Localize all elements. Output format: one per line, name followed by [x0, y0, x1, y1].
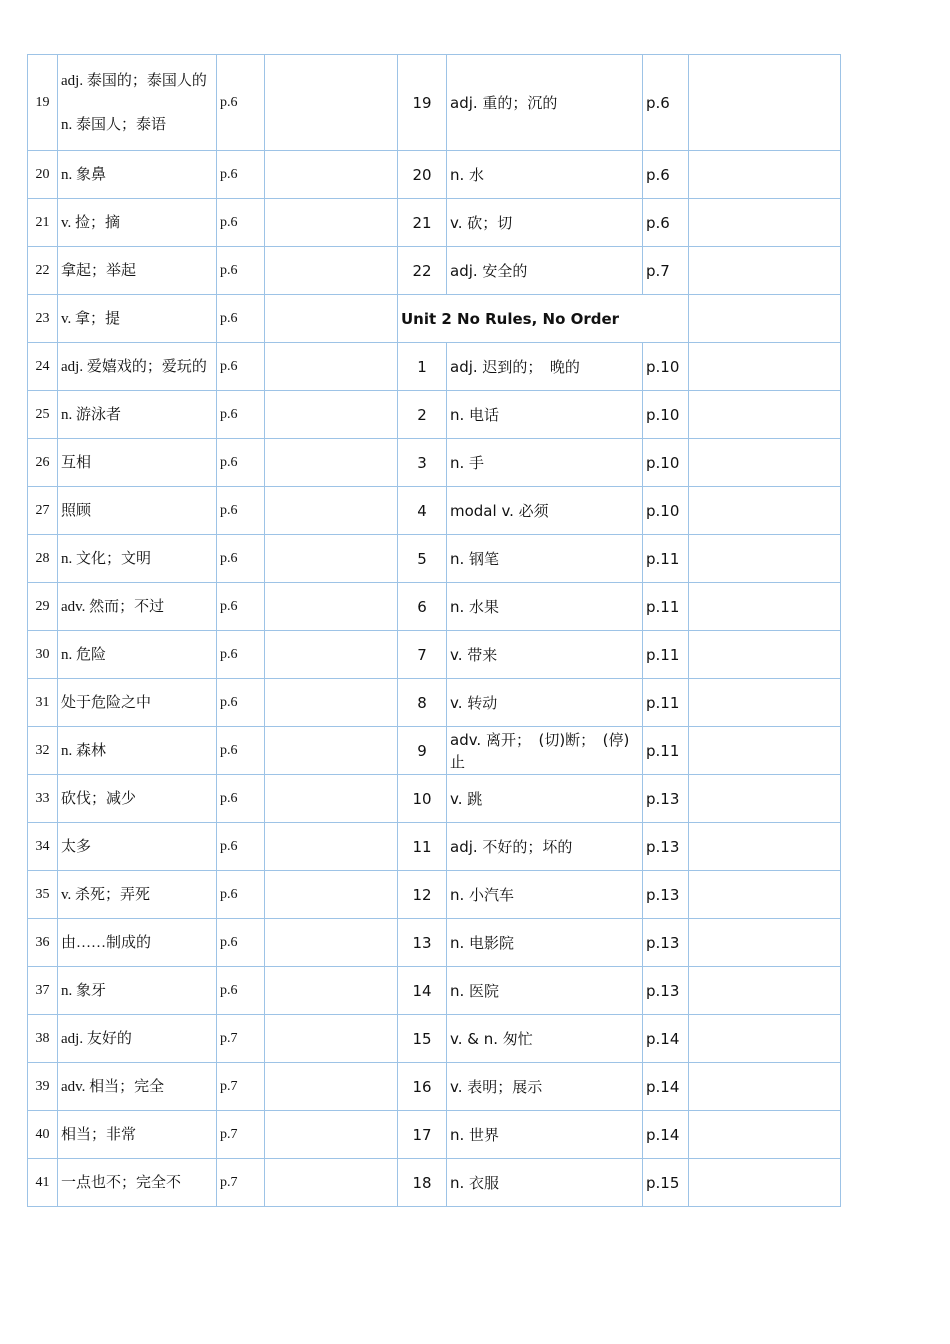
left-answer-blank [265, 343, 398, 391]
left-answer-blank [265, 679, 398, 727]
right-word-meaning: adj. 不好的；坏的 [447, 823, 643, 871]
left-page-ref: p.6 [217, 439, 265, 487]
right-answer-blank [689, 631, 841, 679]
right-word-number: 6 [398, 583, 447, 631]
table-row [28, 1159, 841, 1207]
left-answer-blank [265, 631, 398, 679]
table-row [28, 967, 841, 1015]
left-word-meaning: adj. 爱嬉戏的；爱玩的 [58, 343, 217, 391]
right-word-number: 15 [398, 1015, 447, 1063]
right-page-ref: p.13 [643, 919, 689, 967]
right-word-meaning: v. & n. 匆忙 [447, 1015, 643, 1063]
left-word-number: 25 [28, 391, 58, 439]
left-word-number: 21 [28, 199, 58, 247]
table-row [28, 727, 841, 775]
left-word-number: 22 [28, 247, 58, 295]
left-word-number: 37 [28, 967, 58, 1015]
left-word-meaning: 由……制成的 [58, 919, 217, 967]
table-row [28, 919, 841, 967]
right-word-number: 4 [398, 487, 447, 535]
table-row [28, 679, 841, 727]
right-page-ref: p.11 [643, 583, 689, 631]
left-word-number: 26 [28, 439, 58, 487]
left-answer-blank [265, 55, 398, 151]
right-page-ref: p.6 [643, 55, 689, 151]
left-word-number: 24 [28, 343, 58, 391]
left-answer-blank [265, 295, 398, 343]
left-word-meaning: adv. 相当；完全 [58, 1063, 217, 1111]
left-page-ref: p.6 [217, 583, 265, 631]
right-page-ref: p.6 [643, 151, 689, 199]
right-answer-blank [689, 391, 841, 439]
left-word-number: 36 [28, 919, 58, 967]
right-answer-blank [689, 1159, 841, 1207]
left-word-number: 30 [28, 631, 58, 679]
left-word-number: 28 [28, 535, 58, 583]
right-word-number: 1 [398, 343, 447, 391]
table-row [28, 343, 841, 391]
left-word-meaning: 互相 [58, 439, 217, 487]
table-row [28, 535, 841, 583]
left-word-number: 20 [28, 151, 58, 199]
vocabulary-table [27, 54, 841, 1207]
right-word-meaning: adj. 安全的 [447, 247, 643, 295]
left-page-ref: p.6 [217, 775, 265, 823]
right-word-number: 8 [398, 679, 447, 727]
right-word-meaning: n. 世界 [447, 1111, 643, 1159]
right-word-meaning: n. 水果 [447, 583, 643, 631]
table-row [28, 391, 841, 439]
right-word-number: 10 [398, 775, 447, 823]
right-word-number: 13 [398, 919, 447, 967]
left-page-ref: p.6 [217, 679, 265, 727]
left-word-number: 39 [28, 1063, 58, 1111]
left-answer-blank [265, 151, 398, 199]
right-answer-blank [689, 535, 841, 583]
left-word-meaning: n. 文化；文明 [58, 535, 217, 583]
left-page-ref: p.7 [217, 1063, 265, 1111]
table-row [28, 295, 841, 343]
left-page-ref: p.6 [217, 391, 265, 439]
right-word-number: 18 [398, 1159, 447, 1207]
right-word-meaning: adv. 离开； (切)断； (停)止 [447, 727, 643, 775]
left-answer-blank [265, 487, 398, 535]
right-word-number: 22 [398, 247, 447, 295]
left-word-meaning: 照顾 [58, 487, 217, 535]
right-page-ref: p.15 [643, 1159, 689, 1207]
right-answer-blank [689, 295, 841, 343]
table-row [28, 631, 841, 679]
left-word-number: 31 [28, 679, 58, 727]
table-row [28, 871, 841, 919]
right-page-ref: p.7 [643, 247, 689, 295]
table-row [28, 55, 841, 151]
left-page-ref: p.7 [217, 1159, 265, 1207]
right-page-ref: p.11 [643, 679, 689, 727]
table-row [28, 247, 841, 295]
left-word-number: 19 [28, 55, 58, 151]
left-word-meaning: adj. 泰国的；泰国人的 n. 泰国人；泰语 [58, 55, 217, 151]
right-answer-blank [689, 151, 841, 199]
left-word-number: 33 [28, 775, 58, 823]
right-word-meaning: n. 医院 [447, 967, 643, 1015]
left-answer-blank [265, 871, 398, 919]
left-answer-blank [265, 1015, 398, 1063]
left-word-meaning: n. 危险 [58, 631, 217, 679]
left-answer-blank [265, 775, 398, 823]
right-page-ref: p.10 [643, 391, 689, 439]
table-row [28, 1015, 841, 1063]
right-answer-blank [689, 247, 841, 295]
left-word-number: 23 [28, 295, 58, 343]
right-word-number: 3 [398, 439, 447, 487]
left-word-number: 29 [28, 583, 58, 631]
left-answer-blank [265, 535, 398, 583]
right-word-meaning: v. 转动 [447, 679, 643, 727]
left-word-meaning: 太多 [58, 823, 217, 871]
right-answer-blank [689, 727, 841, 775]
table-row [28, 1111, 841, 1159]
right-page-ref: p.14 [643, 1063, 689, 1111]
right-answer-blank [689, 1111, 841, 1159]
right-page-ref: p.6 [643, 199, 689, 247]
right-answer-blank [689, 919, 841, 967]
left-page-ref: p.6 [217, 151, 265, 199]
vocabulary-table-body [28, 55, 841, 1207]
right-word-number: 19 [398, 55, 447, 151]
left-page-ref: p.7 [217, 1015, 265, 1063]
right-answer-blank [689, 679, 841, 727]
table-row [28, 583, 841, 631]
right-page-ref: p.13 [643, 967, 689, 1015]
right-word-number: 11 [398, 823, 447, 871]
right-answer-blank [689, 871, 841, 919]
left-word-meaning: 砍伐；减少 [58, 775, 217, 823]
left-word-number: 35 [28, 871, 58, 919]
table-row [28, 775, 841, 823]
left-page-ref: p.6 [217, 967, 265, 1015]
left-word-meaning: v. 捡；摘 [58, 199, 217, 247]
left-page-ref: p.6 [217, 823, 265, 871]
right-page-ref: p.13 [643, 871, 689, 919]
right-word-number: 21 [398, 199, 447, 247]
right-word-number: 20 [398, 151, 447, 199]
right-word-meaning: n. 电话 [447, 391, 643, 439]
right-word-meaning: n. 钢笔 [447, 535, 643, 583]
right-page-ref: p.13 [643, 775, 689, 823]
right-page-ref: p.11 [643, 727, 689, 775]
left-page-ref: p.6 [217, 199, 265, 247]
left-page-ref: p.6 [217, 871, 265, 919]
left-word-meaning: 一点也不；完全不 [58, 1159, 217, 1207]
left-answer-blank [265, 1063, 398, 1111]
left-page-ref: p.6 [217, 343, 265, 391]
left-page-ref: p.6 [217, 535, 265, 583]
left-word-meaning: 处于危险之中 [58, 679, 217, 727]
left-word-meaning: n. 森林 [58, 727, 217, 775]
right-word-meaning: n. 手 [447, 439, 643, 487]
left-answer-blank [265, 439, 398, 487]
right-word-meaning: v. 表明；展示 [447, 1063, 643, 1111]
left-answer-blank [265, 1111, 398, 1159]
left-answer-blank [265, 727, 398, 775]
left-page-ref: p.6 [217, 631, 265, 679]
right-answer-blank [689, 1015, 841, 1063]
right-answer-blank [689, 487, 841, 535]
right-answer-blank [689, 967, 841, 1015]
right-page-ref: p.10 [643, 439, 689, 487]
right-word-meaning: n. 水 [447, 151, 643, 199]
left-word-number: 38 [28, 1015, 58, 1063]
table-row [28, 439, 841, 487]
left-word-meaning: n. 象牙 [58, 967, 217, 1015]
right-answer-blank [689, 1063, 841, 1111]
left-word-meaning: v. 杀死；弄死 [58, 871, 217, 919]
right-word-number: 16 [398, 1063, 447, 1111]
table-row [28, 487, 841, 535]
right-word-number: 7 [398, 631, 447, 679]
table-row [28, 151, 841, 199]
right-page-ref: p.10 [643, 343, 689, 391]
left-word-number: 32 [28, 727, 58, 775]
right-answer-blank [689, 775, 841, 823]
unit-heading: Unit 2 No Rules, No Order [398, 295, 689, 343]
right-answer-blank [689, 199, 841, 247]
left-answer-blank [265, 919, 398, 967]
right-word-meaning: v. 砍；切 [447, 199, 643, 247]
left-answer-blank [265, 247, 398, 295]
right-page-ref: p.10 [643, 487, 689, 535]
left-word-meaning: n. 象鼻 [58, 151, 217, 199]
right-page-ref: p.14 [643, 1015, 689, 1063]
right-word-meaning: n. 衣服 [447, 1159, 643, 1207]
left-word-number: 40 [28, 1111, 58, 1159]
right-word-meaning: n. 电影院 [447, 919, 643, 967]
right-word-number: 2 [398, 391, 447, 439]
right-word-meaning: adj. 迟到的； 晚的 [447, 343, 643, 391]
left-page-ref: p.6 [217, 295, 265, 343]
left-page-ref: p.7 [217, 1111, 265, 1159]
right-word-number: 5 [398, 535, 447, 583]
left-answer-blank [265, 583, 398, 631]
right-answer-blank [689, 55, 841, 151]
left-page-ref: p.6 [217, 247, 265, 295]
right-word-meaning: adj. 重的；沉的 [447, 55, 643, 151]
left-word-number: 27 [28, 487, 58, 535]
right-answer-blank [689, 439, 841, 487]
right-word-number: 14 [398, 967, 447, 1015]
right-word-number: 17 [398, 1111, 447, 1159]
left-word-meaning: n. 游泳者 [58, 391, 217, 439]
left-word-meaning: 拿起；举起 [58, 247, 217, 295]
right-page-ref: p.11 [643, 535, 689, 583]
left-word-meaning: adj. 友好的 [58, 1015, 217, 1063]
right-word-number: 9 [398, 727, 447, 775]
table-row [28, 199, 841, 247]
right-word-meaning: v. 带来 [447, 631, 643, 679]
left-answer-blank [265, 199, 398, 247]
left-page-ref: p.6 [217, 919, 265, 967]
left-answer-blank [265, 967, 398, 1015]
right-word-meaning: v. 跳 [447, 775, 643, 823]
left-answer-blank [265, 391, 398, 439]
left-word-meaning: v. 拿；提 [58, 295, 217, 343]
left-page-ref: p.6 [217, 727, 265, 775]
left-word-number: 34 [28, 823, 58, 871]
right-word-number: 12 [398, 871, 447, 919]
left-word-number: 41 [28, 1159, 58, 1207]
right-answer-blank [689, 583, 841, 631]
right-page-ref: p.14 [643, 1111, 689, 1159]
table-row [28, 823, 841, 871]
right-answer-blank [689, 343, 841, 391]
left-answer-blank [265, 823, 398, 871]
left-answer-blank [265, 1159, 398, 1207]
left-page-ref: p.6 [217, 487, 265, 535]
left-word-meaning: 相当；非常 [58, 1111, 217, 1159]
right-word-meaning: n. 小汽车 [447, 871, 643, 919]
right-answer-blank [689, 823, 841, 871]
left-word-meaning: adv. 然而；不过 [58, 583, 217, 631]
right-page-ref: p.11 [643, 631, 689, 679]
right-page-ref: p.13 [643, 823, 689, 871]
table-row [28, 1063, 841, 1111]
right-word-meaning: modal v. 必须 [447, 487, 643, 535]
left-page-ref: p.6 [217, 55, 265, 151]
